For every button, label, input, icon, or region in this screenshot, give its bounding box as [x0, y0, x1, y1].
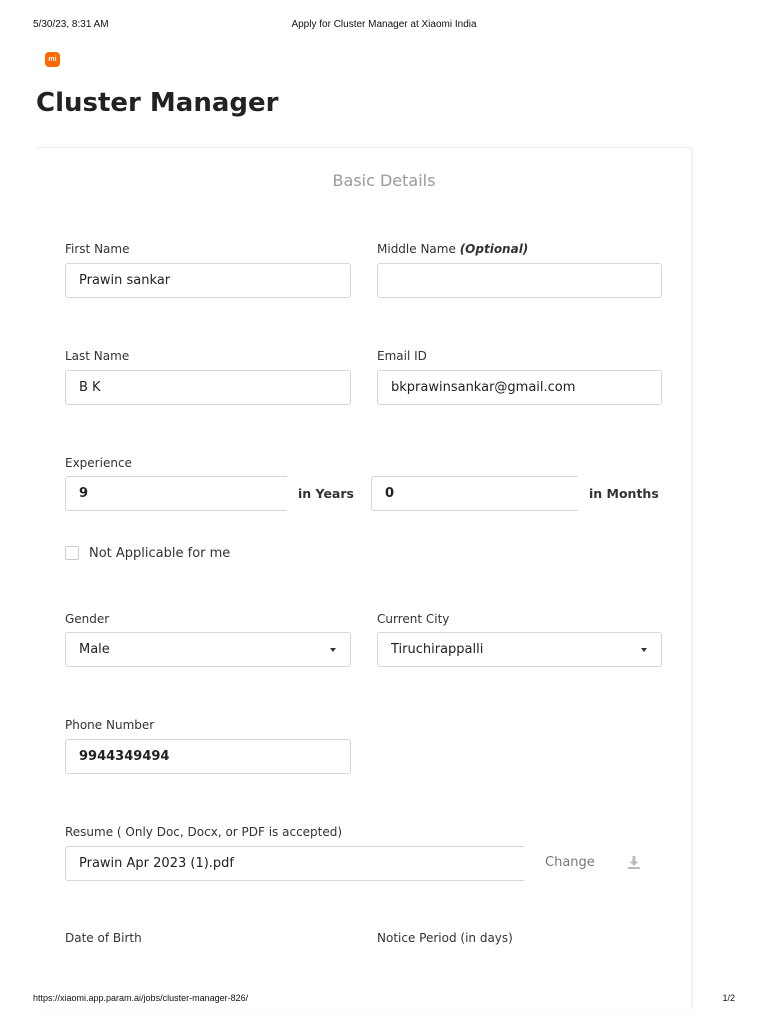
chevron-down-icon: [641, 648, 647, 652]
phone-number-label: Phone Number: [65, 718, 155, 732]
date-of-birth-label: Date of Birth: [65, 931, 142, 945]
last-name-input[interactable]: B K: [65, 370, 351, 405]
job-title: Cluster Manager: [36, 88, 279, 118]
print-page-number: 1/2: [722, 993, 735, 1003]
current-city-select[interactable]: [377, 632, 662, 667]
first-name-label: First Name: [65, 242, 130, 256]
middle-name-input[interactable]: [377, 263, 662, 298]
not-applicable-label[interactable]: Not Applicable for me: [89, 546, 231, 561]
section-title: Basic Details: [332, 171, 436, 190]
gender-select[interactable]: [65, 632, 351, 667]
months-unit-label: in Months: [589, 486, 659, 501]
email-label: Email ID: [377, 349, 427, 363]
email-input[interactable]: bkprawinsankar@gmail.com: [377, 370, 662, 405]
current-city-label: Current City: [377, 612, 450, 626]
chevron-down-icon: [330, 648, 336, 652]
phone-number-input[interactable]: 9944349494: [65, 739, 351, 774]
print-url: https://xiaomi.app.param.ai/jobs/cluster-manager-826/: [33, 993, 249, 1003]
gender-label: Gender: [65, 612, 110, 626]
xiaomi-logo-icon[interactable]: mi: [45, 52, 60, 67]
print-datetime: 5/30/23, 8:31 AM: [33, 19, 109, 30]
experience-label: Experience: [65, 456, 132, 470]
years-unit-label: in Years: [298, 486, 354, 501]
gender-selected-value: Male: [79, 642, 110, 657]
optional-tag: (Optional): [459, 242, 529, 256]
experience-years-input[interactable]: 9: [65, 476, 287, 511]
first-name-input[interactable]: Prawin sankar: [65, 263, 351, 298]
not-applicable-checkbox[interactable]: [65, 546, 79, 560]
current-city-selected-value: Tiruchirappalli: [391, 642, 484, 657]
download-icon[interactable]: [627, 855, 641, 870]
change-resume-button[interactable]: Change: [545, 855, 595, 870]
print-page-title: Apply for Cluster Manager at Xiaomi India: [291, 19, 477, 30]
last-name-label: Last Name: [65, 349, 130, 363]
resume-label: Resume ( Only Doc, Docx, or PDF is accepted): [65, 825, 343, 839]
notice-period-label: Notice Period (in days): [377, 931, 513, 945]
middle-name-label: Middle Name (Optional): [377, 242, 529, 256]
resume-filename-field: Prawin Apr 2023 (1).pdf: [65, 846, 524, 881]
experience-months-input[interactable]: 0: [371, 476, 578, 511]
